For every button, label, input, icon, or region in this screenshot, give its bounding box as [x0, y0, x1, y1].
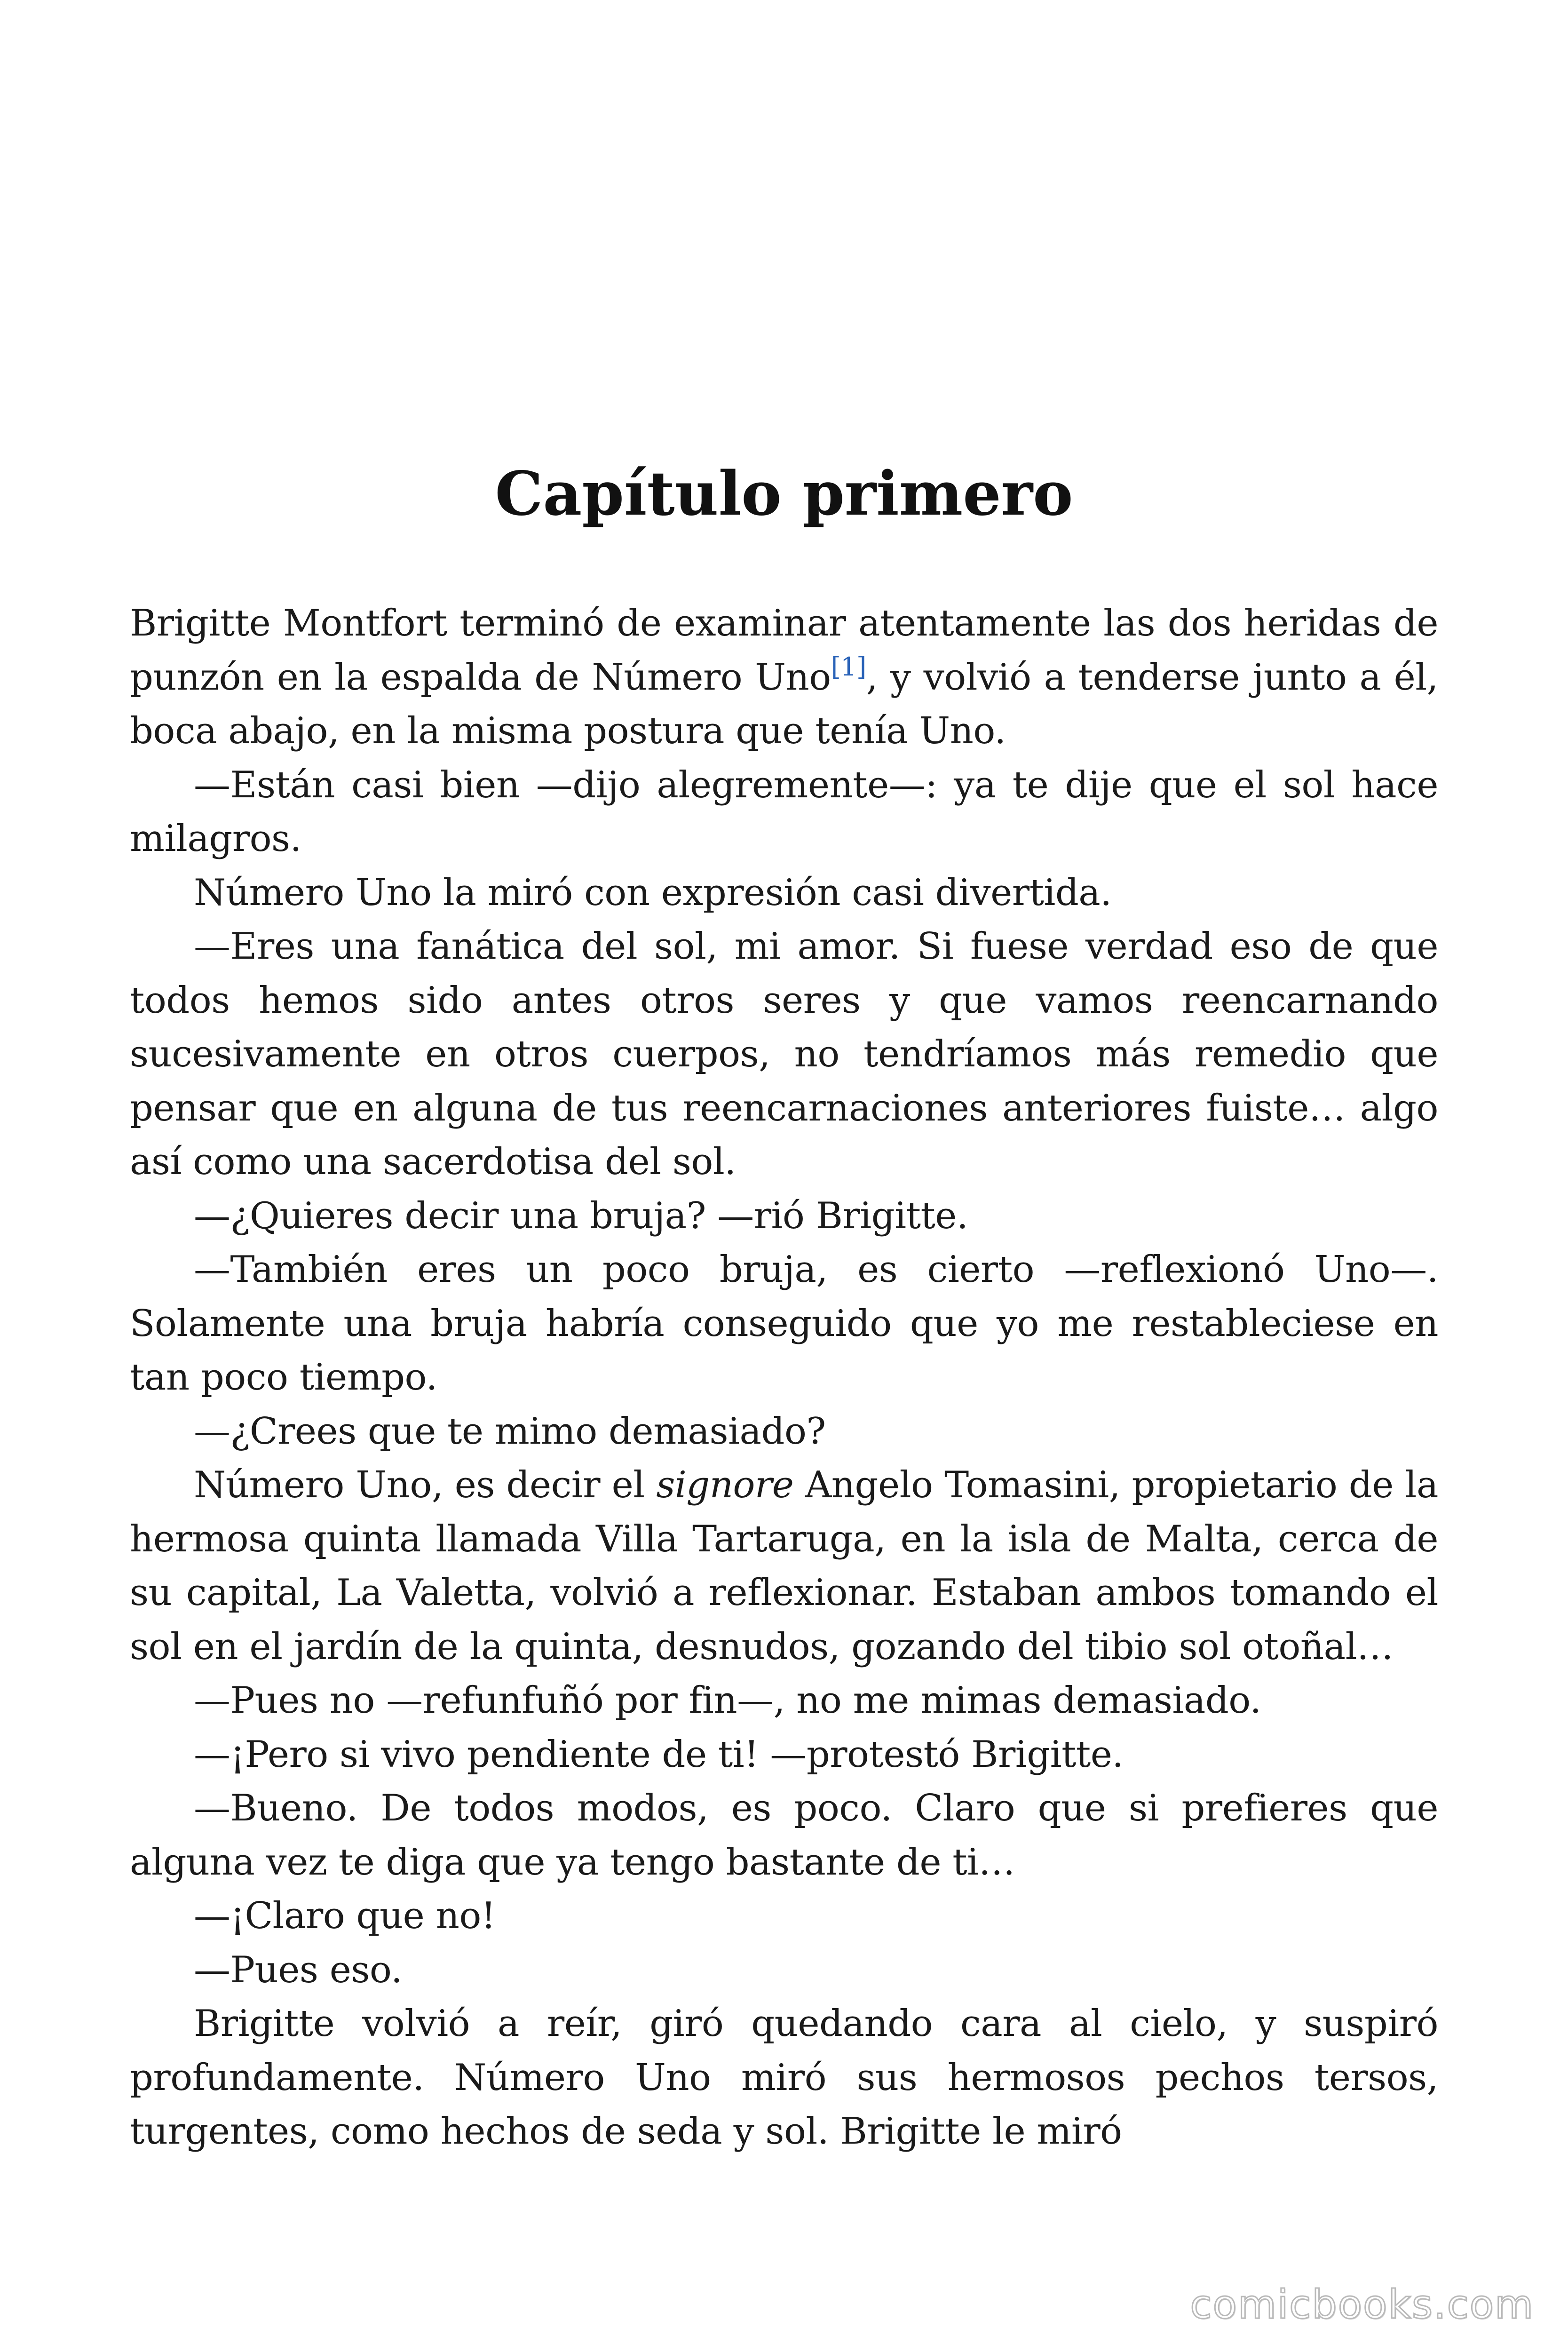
paragraph: Brigitte volvió a reír, giró quedando cara al cielo, y suspiró profundamente. Número Uno miró sus hermosos pechos tersos, turgentes, como hechos de seda y sol. Brigitte le miró [130, 2002, 1438, 2153]
chapter-title: Capítulo primero [495, 459, 1073, 529]
paragraph: —¡Pero si vivo pendiente de ti! —protestó Brigitte. [194, 1733, 1124, 1776]
paragraph-text: Brigitte Montfort terminó de examinar atentamente las dos heridas de punzón en la espalda de Número Uno [130, 602, 1438, 699]
watermark-logo: comicbooks.com [1190, 2281, 1534, 2328]
paragraph-text: Número Uno, es decir el [194, 1464, 657, 1506]
footnote-link[interactable]: [1] [831, 652, 866, 682]
paragraph: Número Uno la miró con expresión casi divertida. [194, 871, 1112, 914]
paragraph: —Están casi bien —dijo alegremente—: ya te dije que el sol hace milagros. [130, 763, 1438, 860]
chapter-body [130, 596, 1438, 2159]
paragraph: —Pues eso. [194, 1948, 403, 1991]
paragraph: —También eres un poco bruja, es cierto —reflexionó Uno—. Solamente una bruja habría conseguido que yo me restableciese en tan poco tiempo. [130, 1248, 1438, 1398]
paragraph-text: , y volvió a tenderse junto a él, boca abajo, en la misma postura que tenía Uno. [130, 656, 1438, 752]
paragraph [130, 1458, 1438, 1674]
paragraph: —¡Claro que no! [194, 1895, 496, 1937]
paragraph: —¿Quieres decir una bruja? —rió Brigitte. [194, 1194, 968, 1237]
paragraph: —Pues no —refunfuñó por fin—, no me mimas demasiado. [194, 1679, 1261, 1722]
paragraph: —Bueno. De todos modos, es poco. Claro que si prefieres que alguna vez te diga que ya tengo bastante de ti… [130, 1787, 1438, 1883]
paragraph-text: Angelo Tomasini, propietario de la hermosa quinta llamada Villa Tartaruga, en la isla de Malta, cerca de su capital, La Valetta, volvió a reflexionar. Estaban ambos tomando el sol en el jardín de la quinta, desnudos, gozando del tibio sol otoñal… [130, 1464, 1439, 1668]
paragraph [130, 596, 1438, 758]
paragraph: —Eres una fanática del sol, mi amor. Si fuese verdad eso de que todos hemos sido antes otros seres y que vamos reencarnando sucesivamente en otros cuerpos, no tendríamos más remedio que pensar que en alguna de tus reencarnaciones anteriores fuiste… algo así como una sacerdotisa del sol. [130, 925, 1438, 1183]
paragraph: —¿Crees que te mimo demasiado? [194, 1410, 826, 1453]
italic-word: signore [656, 1464, 794, 1506]
